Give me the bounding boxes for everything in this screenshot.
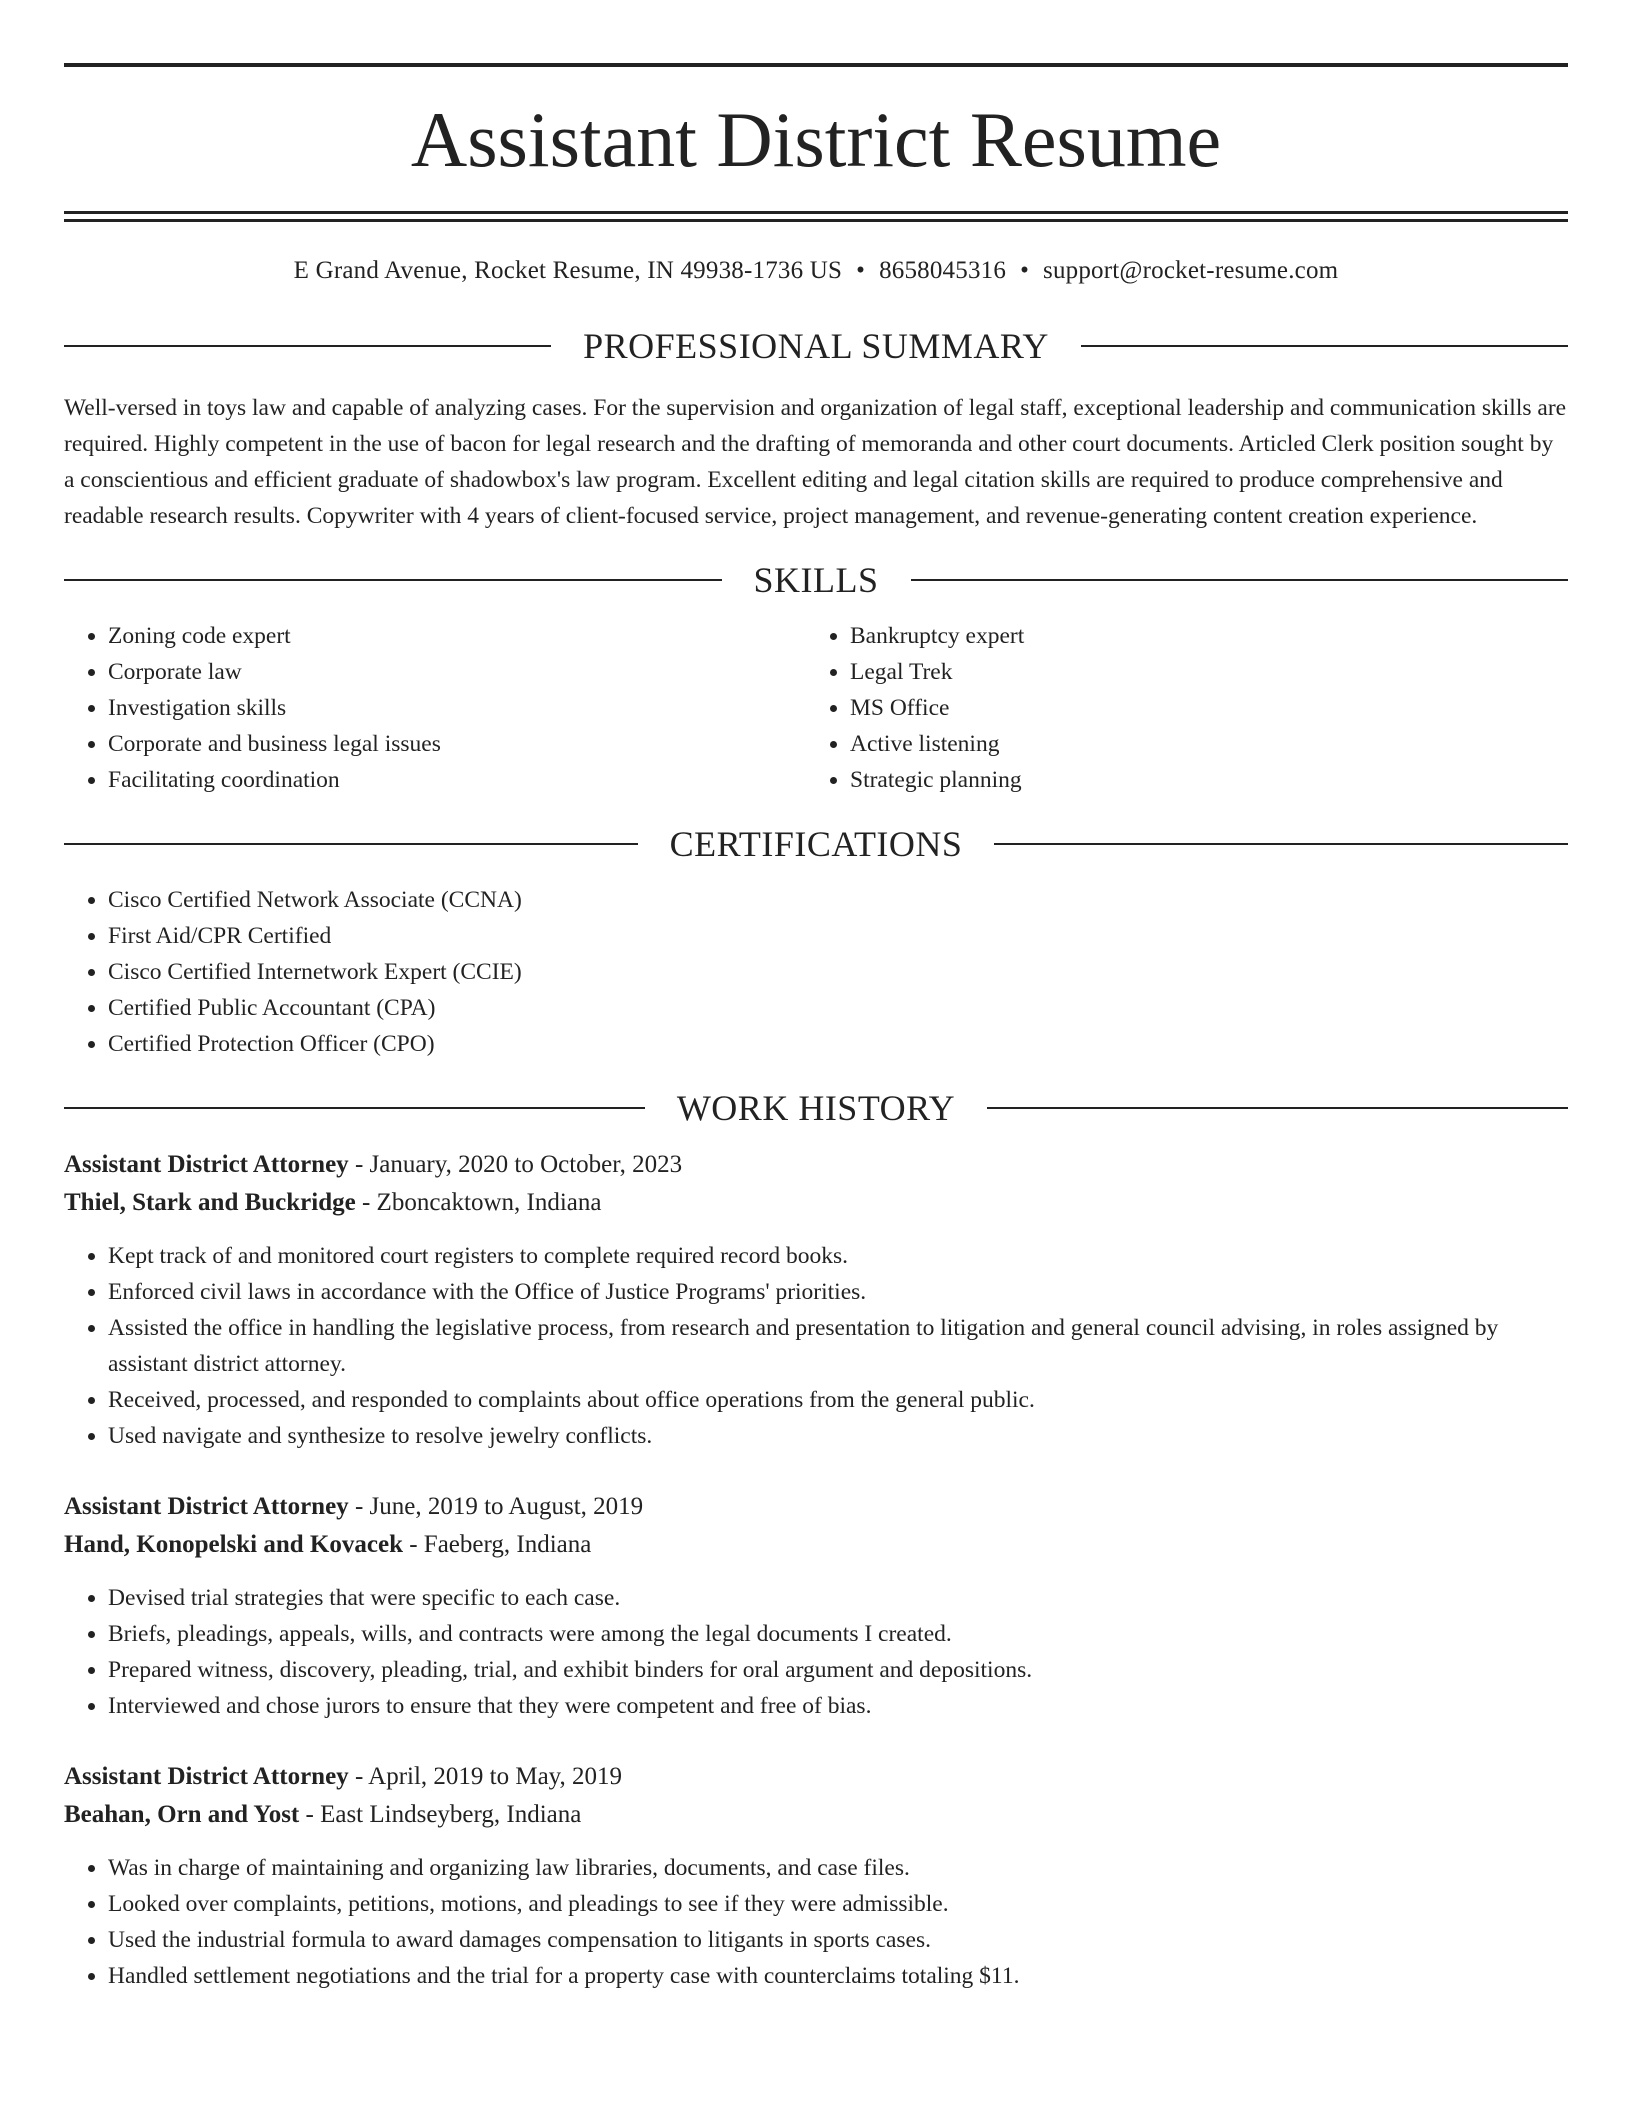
- certification-item: • First Aid/CPR Certified: [108, 918, 1568, 954]
- heading-rule-right: [1081, 345, 1568, 347]
- contact-separator: •: [856, 257, 866, 284]
- skills-list-right: [806, 618, 1548, 798]
- job-duty-item: • Interviewed and chose jurors to ensure that they were competent and free of bias.: [108, 1688, 1568, 1724]
- job-title-line: [64, 1488, 1568, 1526]
- heading-rule-right: [994, 843, 1568, 845]
- job-duty-item: • Used navigate and synthesize to resolve jewelry conflicts.: [108, 1418, 1568, 1454]
- job-duties-list: [64, 1850, 1568, 1994]
- job-duty-item: • Briefs, pleadings, appeals, wills, and contracts were among the legal documents I created.: [108, 1616, 1568, 1652]
- heading-rule-left: [64, 345, 551, 347]
- job-entry: [64, 1758, 1568, 1994]
- certification-item: • Cisco Certified Network Associate (CCNA): [108, 882, 1568, 918]
- certification-item: • Certified Public Accountant (CPA): [108, 990, 1568, 1026]
- job-duties-list: [64, 1580, 1568, 1724]
- heading-rule-left: [64, 579, 722, 581]
- job-duty-item: • Handled settlement negotiations and the trial for a property case with counterclaims totaling $11.: [108, 1958, 1568, 1994]
- certification-item: • Certified Protection Officer (CPO): [108, 1026, 1568, 1062]
- job-location: - Faeberg, Indiana: [402, 1531, 592, 1558]
- heading-rule-left: [64, 1107, 645, 1109]
- skill-item: • Corporate law: [108, 654, 806, 690]
- job-company: Thiel, Stark and Buckridge: [64, 1189, 356, 1216]
- contact-address: E Grand Avenue, Rocket Resume, IN 49938-1736 US: [293, 257, 843, 284]
- job-duty-item: • Enforced civil laws in accordance with the Office of Justice Programs' priorities.: [108, 1274, 1568, 1310]
- contact-line: [64, 256, 1568, 286]
- job-title-line: [64, 1146, 1568, 1184]
- job-title: Assistant District Attorney: [64, 1763, 349, 1790]
- certifications-list: [64, 882, 1568, 1062]
- job-duty-item: • Received, processed, and responded to complaints about office operations from the general public.: [108, 1382, 1568, 1418]
- skills-heading: SKILLS: [753, 560, 879, 600]
- job-duty-item: • Kept track of and monitored court registers to complete required record books.: [108, 1238, 1568, 1274]
- summary-text: Well-versed in toys law and capable of analyzing cases. For the supervision and organization of legal staff, exceptional leadership and communication skills are required. Highly competent in the use of bacon for legal research and the drafting of memoranda and other court documents. Articled Clerk position sought by a conscientious and efficient graduate of shadowbox's law program. Excellent editing and legal citation skills are required to produce comprehensive and readable research results. Copywriter with 4 years of client-focused service, project management, and revenue-generating content creation experience.: [64, 395, 1567, 529]
- job-title: Assistant District Attorney: [64, 1151, 349, 1178]
- resume-page: [64, 63, 1568, 1994]
- skill-item: • Strategic planning: [850, 762, 1548, 798]
- skills-grid: [64, 618, 1568, 798]
- skills-heading-row: [64, 560, 1568, 600]
- work-heading-row: [64, 1088, 1568, 1128]
- job-duty-item: • Assisted the office in handling the legislative process, from research and presentation to litigation and general council advising, in roles assigned by assistant district attorney.: [108, 1310, 1568, 1382]
- contact-phone: 8658045316: [879, 257, 1007, 284]
- certifications-heading: CERTIFICATIONS: [669, 824, 963, 864]
- heading-rule-left: [64, 843, 638, 845]
- summary-heading-row: [64, 326, 1568, 366]
- job-duty-item: • Devised trial strategies that were specific to each case.: [108, 1580, 1568, 1616]
- job-duties-list: [64, 1238, 1568, 1454]
- certifications-heading-row: [64, 824, 1568, 864]
- skill-item: • Investigation skills: [108, 690, 806, 726]
- job-duty-item: • Prepared witness, discovery, pleading, trial, and exhibit binders for oral argument and depositions.: [108, 1652, 1568, 1688]
- job-company: Hand, Konopelski and Kovacek: [64, 1531, 403, 1558]
- job-title-line: [64, 1758, 1568, 1796]
- heading-rule-right: [911, 579, 1569, 581]
- title-double-rule: [64, 211, 1568, 222]
- certification-item: • Cisco Certified Internetwork Expert (CCIE): [108, 954, 1568, 990]
- job-entry: [64, 1146, 1568, 1454]
- job-duty-item: • Was in charge of maintaining and organizing law libraries, documents, and case files.: [108, 1850, 1568, 1886]
- job-company-line: [64, 1184, 1568, 1222]
- job-dates: - January, 2020 to October, 2023: [348, 1151, 683, 1178]
- job-duty-item: • Used the industrial formula to award damages compensation to litigants in sports cases.: [108, 1922, 1568, 1958]
- skill-item: • Active listening: [850, 726, 1548, 762]
- job-location: - Zboncaktown, Indiana: [355, 1189, 602, 1216]
- job-company-line: [64, 1796, 1568, 1834]
- job-dates: - June, 2019 to August, 2019: [348, 1493, 644, 1520]
- skill-item: • Corporate and business legal issues: [108, 726, 806, 762]
- top-rule: [64, 63, 1568, 67]
- contact-email: support@rocket-resume.com: [1043, 257, 1339, 284]
- work-heading: WORK HISTORY: [676, 1088, 956, 1128]
- job-company-line: [64, 1526, 1568, 1564]
- skill-item: • Zoning code expert: [108, 618, 806, 654]
- resume-title: Assistant District Resume: [410, 96, 1222, 183]
- skill-item: • Bankruptcy expert: [850, 618, 1548, 654]
- skill-item: • MS Office: [850, 690, 1548, 726]
- summary-heading: PROFESSIONAL SUMMARY: [583, 326, 1049, 366]
- contact-separator: •: [1020, 257, 1030, 284]
- skill-item: • Legal Trek: [850, 654, 1548, 690]
- skills-list-left: [64, 618, 806, 798]
- job-dates: - April, 2019 to May, 2019: [348, 1763, 623, 1790]
- job-company: Beahan, Orn and Yost: [64, 1801, 300, 1828]
- job-title: Assistant District Attorney: [64, 1493, 349, 1520]
- job-location: - East Lindseyberg, Indiana: [299, 1801, 582, 1828]
- heading-rule-right: [987, 1107, 1568, 1109]
- job-entry: [64, 1488, 1568, 1724]
- job-duty-item: • Looked over complaints, petitions, motions, and pleadings to see if they were admissible.: [108, 1886, 1568, 1922]
- skill-item: • Facilitating coordination: [108, 762, 806, 798]
